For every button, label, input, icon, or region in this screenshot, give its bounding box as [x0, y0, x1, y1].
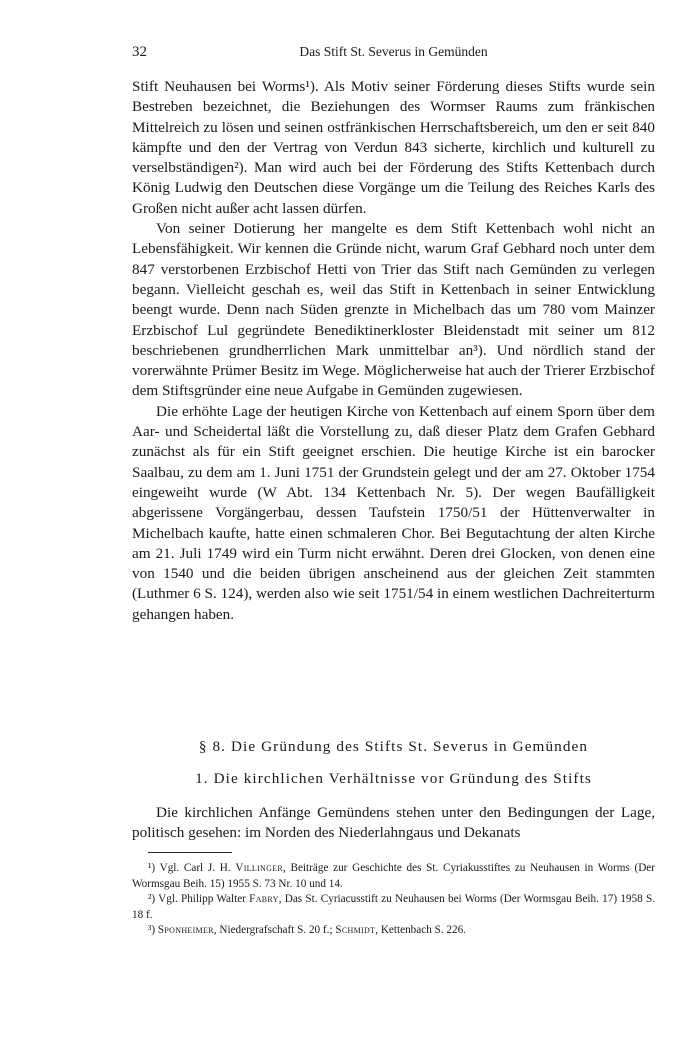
page-number: 32: [132, 44, 147, 60]
subsection-heading: 1. Die kirchlichen Verhältnisse vor Gründung des Stifts: [195, 770, 592, 787]
footnote-marker: ²): [148, 893, 156, 906]
footnote-divider: [148, 852, 232, 853]
page-header: [132, 44, 655, 64]
paragraph: Die erhöhte Lage der heutigen Kirche von Kettenbach auf einem Sporn über dem Aar- und Scheidertal läßt die Vorstellung zu, daß dieser Platz dem Grafen Gebhard zunächst als für ein Stift geeignet erschien. Die heutige Kirche ist ein barocker Saalbau, zu dem am 1. Juni 1751 der Grundstein gelegt und der am 27. Oktober 1754 eingeweiht wurde (W Abt. 134 Kettenbach Nr. 5). Der wegen Baufälligkeit abgerissene Vorgängerbau, dessen Taufstein 1750/51 der Hüttenverwalter in Michelbach kaufte, hatte einen schmaleren Chor. Bei Begutachtung der alten Kirche am 21. Juli 1749 wird ein Turm nicht erwähnt. Deren drei Glocken, von denen eine von 1540 und die beiden übrigen anscheinend aus der gleichen Zeit stammten (Luthmer 6 S. 124), werden also wie seit 1751/54 in einem westlichen Dachreiterturm gehangen haben.: [132, 402, 655, 623]
body-text: [132, 77, 655, 625]
footnotes: [132, 861, 655, 939]
running-head: Das Stift St. Severus in Gemünden: [299, 44, 488, 59]
section-heading: § 8. Die Gründung des Stifts St. Severus in Gemünden: [198, 738, 589, 755]
footnote-author: Sponheimer: [157, 924, 214, 937]
footnote: ³) Sponheimer, Niedergrafschaft S. 20 f.; Schmidt, Kettenbach S. 226.: [148, 924, 466, 937]
footnote-author: Schmidt: [335, 924, 376, 937]
paragraph: Die kirchlichen Anfänge Gemündens stehen unter den Bedingungen der Lage, politisch gesehen: im Norden des Niederlahngaus und Dekanats: [132, 804, 655, 842]
footnote: ¹) Vgl. Carl J. H. Villinger, Beiträge zur Geschichte des St. Cyriakusstiftes zu Neuhausen in Worms (Der Wormsgau Beih. 15) 1955 S. 73 Nr. 10 und 14.: [132, 862, 655, 890]
paragraph: Von seiner Dotierung her mangelte es dem Stift Kettenbach wohl nicht an Lebensfähigkeit. Wir kennen die Gründe nicht, warum Graf Gebhard noch unter dem 847 verstorbenen Erzbischof Hetti von Trier das Stift nach Gemünden zu verlegen begann. Vielleicht geschah es, weil das Stift in Kettenbach in seiner Entwicklung beengt wurde. Denn nach Süden grenzte in Michelbach das um 780 vom Mainzer Erzbischof Lul gegründete Benediktinerkloster Bleidenstadt mit seiner um 812 beschriebenen grundherrlichen Mark unmittelbar an³). Und nördlich stand der vorerwähnte Prümer Besitz im Wege. Möglicherweise hat auch der Trierer Erzbischof dem Stiftsgründer eine neue Aufgabe in Gemünden zugewiesen.: [132, 220, 655, 400]
footnote-marker: ³): [148, 924, 156, 937]
body-text-continued: [132, 803, 655, 844]
paragraph: Stift Neuhausen bei Worms¹). Als Motiv seiner Förderung dieses Stifts wurde sein Bestreben bezeichnet, die Beziehungen des Wormser Raums zum fränkischen Mittelreich zu lösen und seinen ostfränkischen Herrschaftsbereich, um den er seit 840 kämpfte und den der Vertrag von Verdun 843 sicherte, kirchlich und kulturell zu verselbständigen²). Man wird auch bei der Förderung des Stifts Kettenbach durch König Ludwig den Deutschen diese Vorgänge um die Teilung des Reiches Karls des Großen nicht außer acht lassen dürfen.: [132, 78, 655, 217]
footnote: ²) Vgl. Philipp Walter Fabry, Das St. Cyriacusstift zu Neuhausen bei Worms (Der Wormsgau Beih. 17) 1958 S. 18 f.: [132, 893, 655, 921]
footnote-author: Fabry: [249, 893, 279, 906]
footnote-marker: ¹): [148, 862, 156, 874]
footnote-author: Villinger: [235, 862, 283, 874]
